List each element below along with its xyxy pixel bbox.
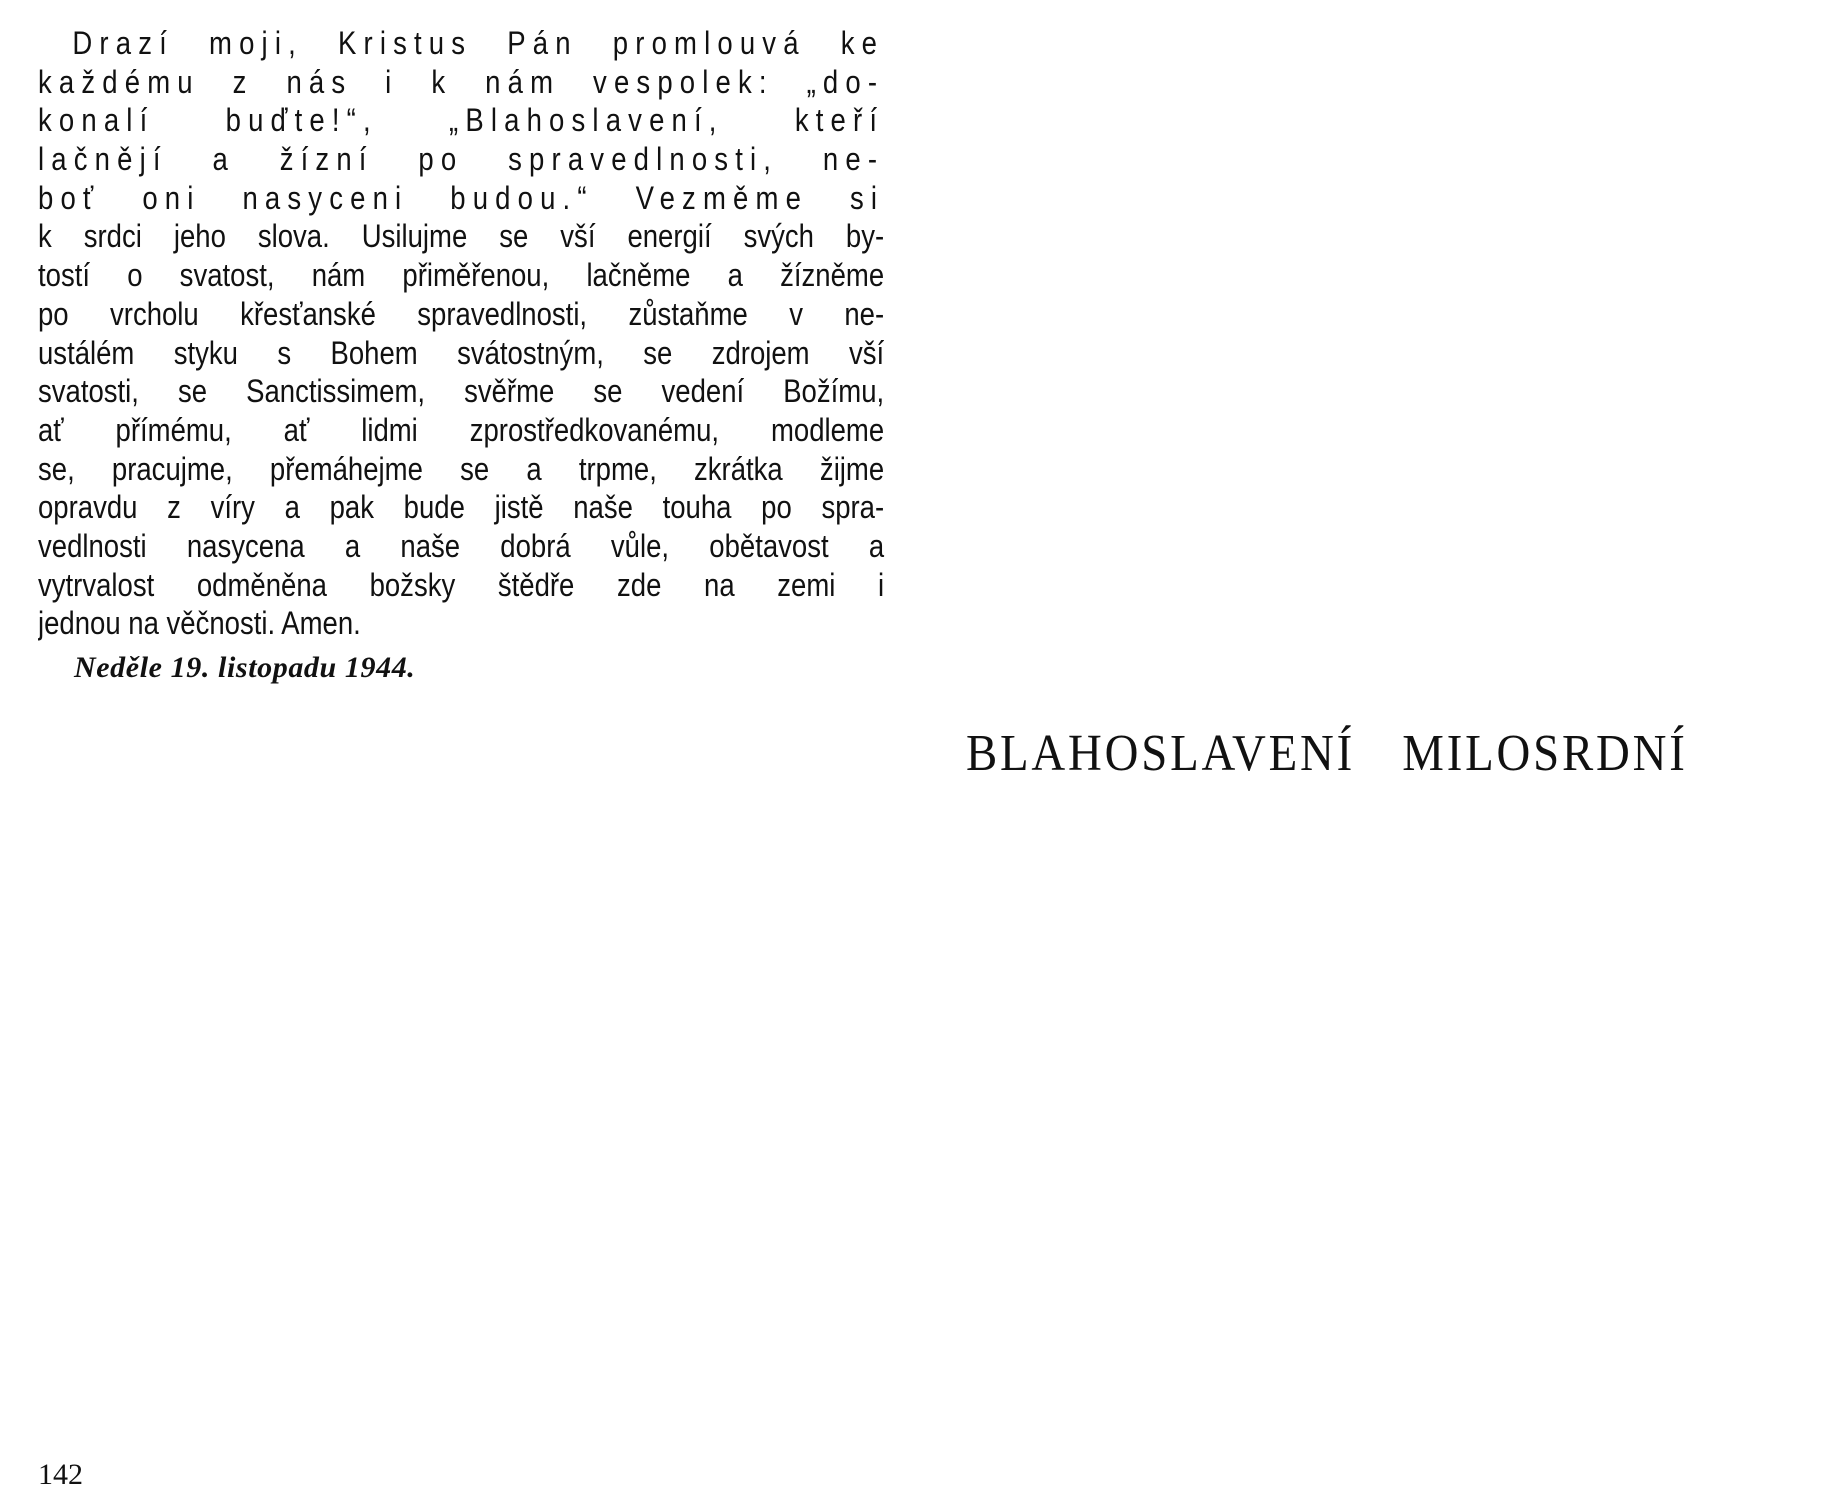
body-text-line: konalí buďte!“, „Blahoslavení, kteří (38, 102, 885, 139)
sermon-date: Neděle 19. listopadu 1944. (74, 651, 416, 684)
body-text-line: vedlnosti nasycena a naše dobrá vůle, obětavost a (38, 527, 885, 564)
page-number: 142 (38, 1458, 83, 1491)
body-text-line: ustálém styku s Bohem svátostným, se zdrojem vší (38, 334, 885, 371)
body-text-line: svatosti, se Sanctissimem, svěřme se vedení Božímu, (38, 373, 885, 410)
body-text-line: boť oni nasyceni budou.“ Vezměme si (38, 179, 885, 216)
body-text-line: k srdci jeho slova. Usilujme se vší energií svých by- (38, 218, 885, 255)
body-text-line: vytrvalost odměněna božsky štědře zde na zemi i (38, 566, 885, 603)
body-text-line: se, pracujme, přemáhejme se a trpme, zkrátka žijme (38, 450, 885, 487)
body-text-line: lačnějí a žízní po spravedlnosti, ne- (38, 141, 885, 178)
section-heading: BLAHOSLAVENÍ MILOSRDNÍ (966, 725, 1688, 782)
body-text-line: každému z nás i k nám vespolek: „do- (38, 63, 885, 100)
sermon-text-column (38, 24, 884, 643)
body-text-line: ať přímému, ať lidmi zprostředkovanému, modleme (38, 411, 885, 448)
body-text-line: tostí o svatost, nám přiměřenou, lačněme a žízněme (38, 257, 885, 294)
body-text-line: Drazí moji, Kristus Pán promlouvá ke (72, 25, 885, 61)
body-text-line: jednou na věčnosti. Amen. (38, 605, 361, 642)
body-text-line: opravdu z víry a pak bude jistě naše touha po spra- (38, 489, 885, 526)
body-text-line: po vrcholu křesťanské spravedlnosti, zůstaňme v ne- (38, 295, 885, 332)
